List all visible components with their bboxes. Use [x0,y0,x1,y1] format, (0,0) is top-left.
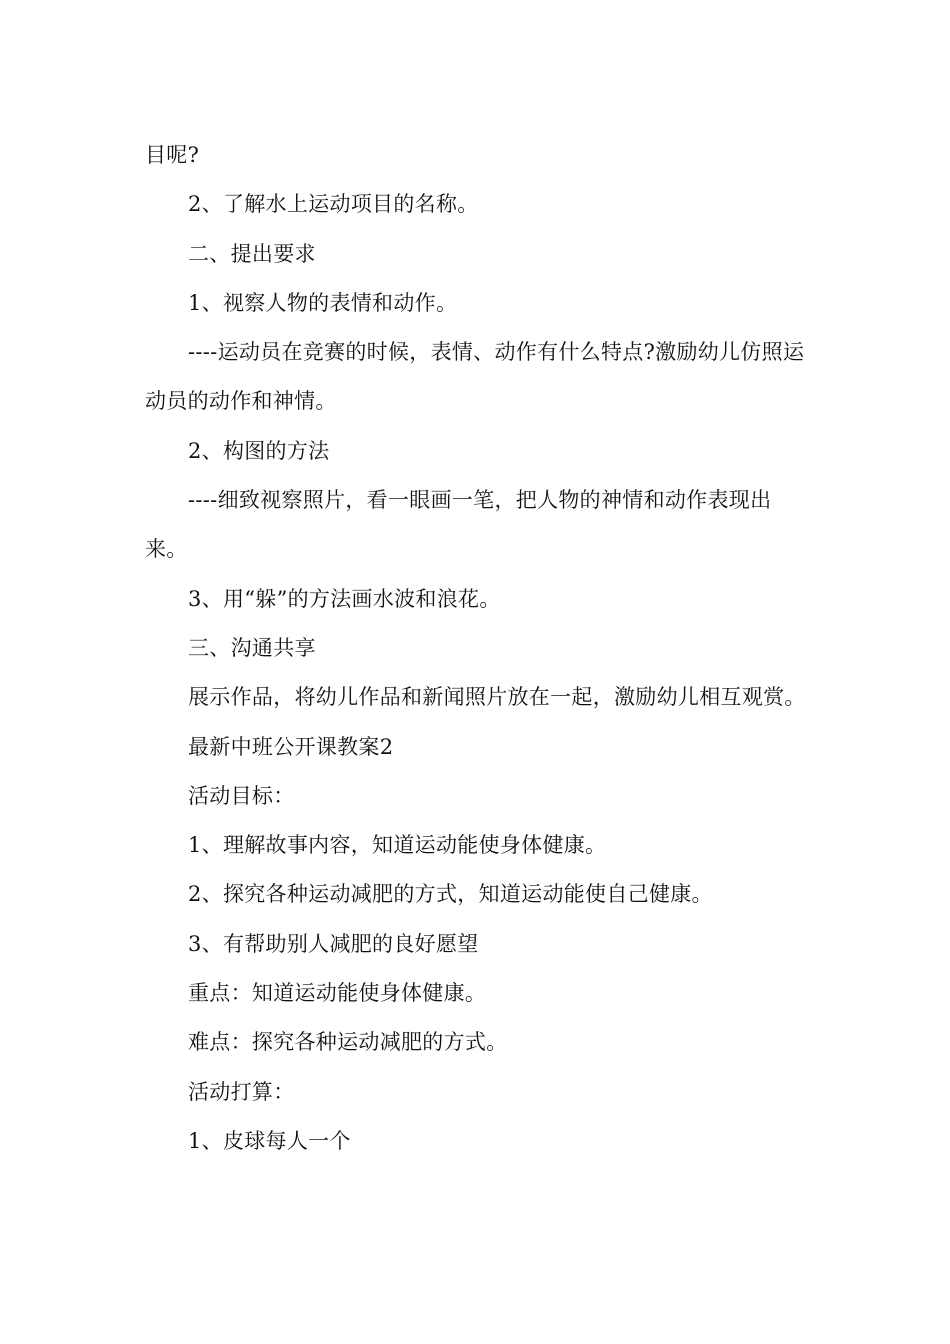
document-body [145,131,810,1166]
paragraph: 重点：知道运动能使身体健康。 [188,981,487,1006]
paragraph: 2、构图的方法 [188,438,330,463]
paragraph: ----细致视察照片，看一眼画一笔，把人物的神情和动作表现出来。 [145,488,772,562]
paragraph: 目呢? [145,143,200,167]
section-heading: 三、沟通共享 [188,635,316,660]
paragraph: 展示作品，将幼儿作品和新闻照片放在一起，激励幼儿相互观赏。 [188,685,806,710]
section-heading: 活动目标： [188,783,295,808]
paragraph: 难点：探究各种运动减肥的方式。 [188,1030,508,1055]
paragraph: 3、用“躲”的方法画水波和浪花。 [188,586,501,611]
document-title: 最新中班公开课教案2 [188,734,394,759]
paragraph: 3、有帮助别人减肥的良好愿望 [188,931,479,956]
paragraph: 1、理解故事内容，知道运动能使身体健康。 [188,833,607,858]
section-heading: 二、提出要求 [188,241,316,266]
paragraph: 2、探究各种运动减肥的方式，知道运动能使自己健康。 [188,882,713,907]
paragraph: 2、了解水上运动项目的名称。 [188,192,479,217]
section-heading: 活动打算： [188,1079,295,1104]
paragraph: ----运动员在竞赛的时候，表情、动作有什么特点?激励幼儿仿照运动员的动作和神情。 [145,340,805,414]
paragraph: 1、皮球每人一个 [188,1128,351,1153]
paragraph: 1、视察人物的表情和动作。 [188,290,458,315]
